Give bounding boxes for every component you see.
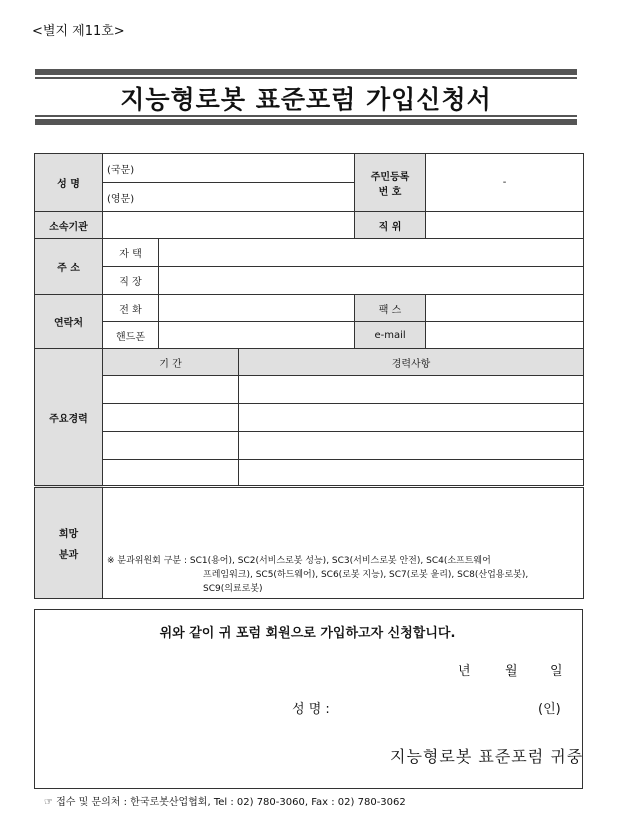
fax-field[interactable] <box>426 295 584 322</box>
wish-subcommittee-field[interactable] <box>103 487 584 599</box>
title-top-rule <box>35 69 577 75</box>
date-year: 년 <box>458 664 471 679</box>
signature-label: 성 명 : <box>292 702 330 717</box>
affiliation-label: 소속기관 <box>35 212 103 239</box>
title-top-rule-thin <box>35 77 577 79</box>
phone-field[interactable] <box>159 295 355 322</box>
period-cell[interactable] <box>103 460 239 487</box>
work-label: 직 장 <box>103 267 159 295</box>
period-cell[interactable] <box>103 376 239 404</box>
home-address-field[interactable] <box>159 239 584 267</box>
affiliation-field[interactable] <box>103 212 355 239</box>
career-header: 경력사항 <box>239 349 584 376</box>
resident-number-separator: - <box>502 177 507 188</box>
career-cell[interactable] <box>239 460 584 487</box>
period-header: 기 간 <box>103 349 239 376</box>
resident-number-field[interactable] <box>426 154 584 212</box>
email-field[interactable] <box>426 322 584 349</box>
career-cell[interactable] <box>239 404 584 432</box>
form-title: 지능형로봇 표준포럼 가입신청서 <box>120 85 492 114</box>
attachment-label: <별지 제11호> <box>32 24 125 39</box>
mobile-field[interactable] <box>159 322 355 349</box>
period-cell[interactable] <box>103 404 239 432</box>
email-label: e-mail <box>355 322 426 349</box>
period-cell[interactable] <box>103 432 239 460</box>
date-day: 일 <box>550 664 563 679</box>
pledge-text: 위와 같이 귀 포럼 회원으로 가입하고자 신청합니다. <box>159 626 456 641</box>
name-korean-hint: (국문) <box>107 164 135 176</box>
career-label: 주요경력 <box>35 349 103 487</box>
mobile-label: 핸드폰 <box>103 322 159 349</box>
position-label: 직 위 <box>355 212 426 239</box>
contact-label: 연락처 <box>35 295 103 349</box>
home-label: 자 택 <box>103 239 159 267</box>
application-form-table <box>34 153 584 599</box>
seal-mark: (인) <box>538 702 561 717</box>
wish-subcommittee-label: 희망 분과 <box>35 487 103 599</box>
recipient-line: 지능형로봇 표준포럼 귀중 <box>390 747 584 766</box>
title-bottom-rule <box>35 119 577 125</box>
career-cell[interactable] <box>239 376 584 404</box>
name-english-hint: (영문) <box>107 193 135 205</box>
contact-footer: ☞ 접수 및 문의처 : 한국로봇산업협회, Tel : 02) 780-3060, Fax : 02) 780-3062 <box>44 797 406 808</box>
work-address-field[interactable] <box>159 267 584 295</box>
name-label: 성 명 <box>35 154 103 212</box>
name-english-field[interactable] <box>103 183 355 212</box>
career-cell[interactable] <box>239 432 584 460</box>
resident-number-label: 주민등록 번 호 <box>355 154 426 212</box>
address-label: 주 소 <box>35 239 103 295</box>
fax-label: 팩 스 <box>355 295 426 322</box>
position-field[interactable] <box>426 212 584 239</box>
name-korean-field[interactable] <box>103 154 355 183</box>
title-bottom-rule-thin <box>35 115 577 117</box>
subcommittee-note: ※ 분과위원회 구분 : SC1(용어), SC2(서비스로봇 성능), SC3(서비스로봇 안전), SC4(소프트웨어 프레임워크), SC5(하드웨어), SC6(로봇 지능), SC7(로봇 윤리), SC8(산업용로봇), SC9(의료로봇) <box>107 556 529 594</box>
phone-label: 전 화 <box>103 295 159 322</box>
date-month: 월 <box>505 664 518 679</box>
